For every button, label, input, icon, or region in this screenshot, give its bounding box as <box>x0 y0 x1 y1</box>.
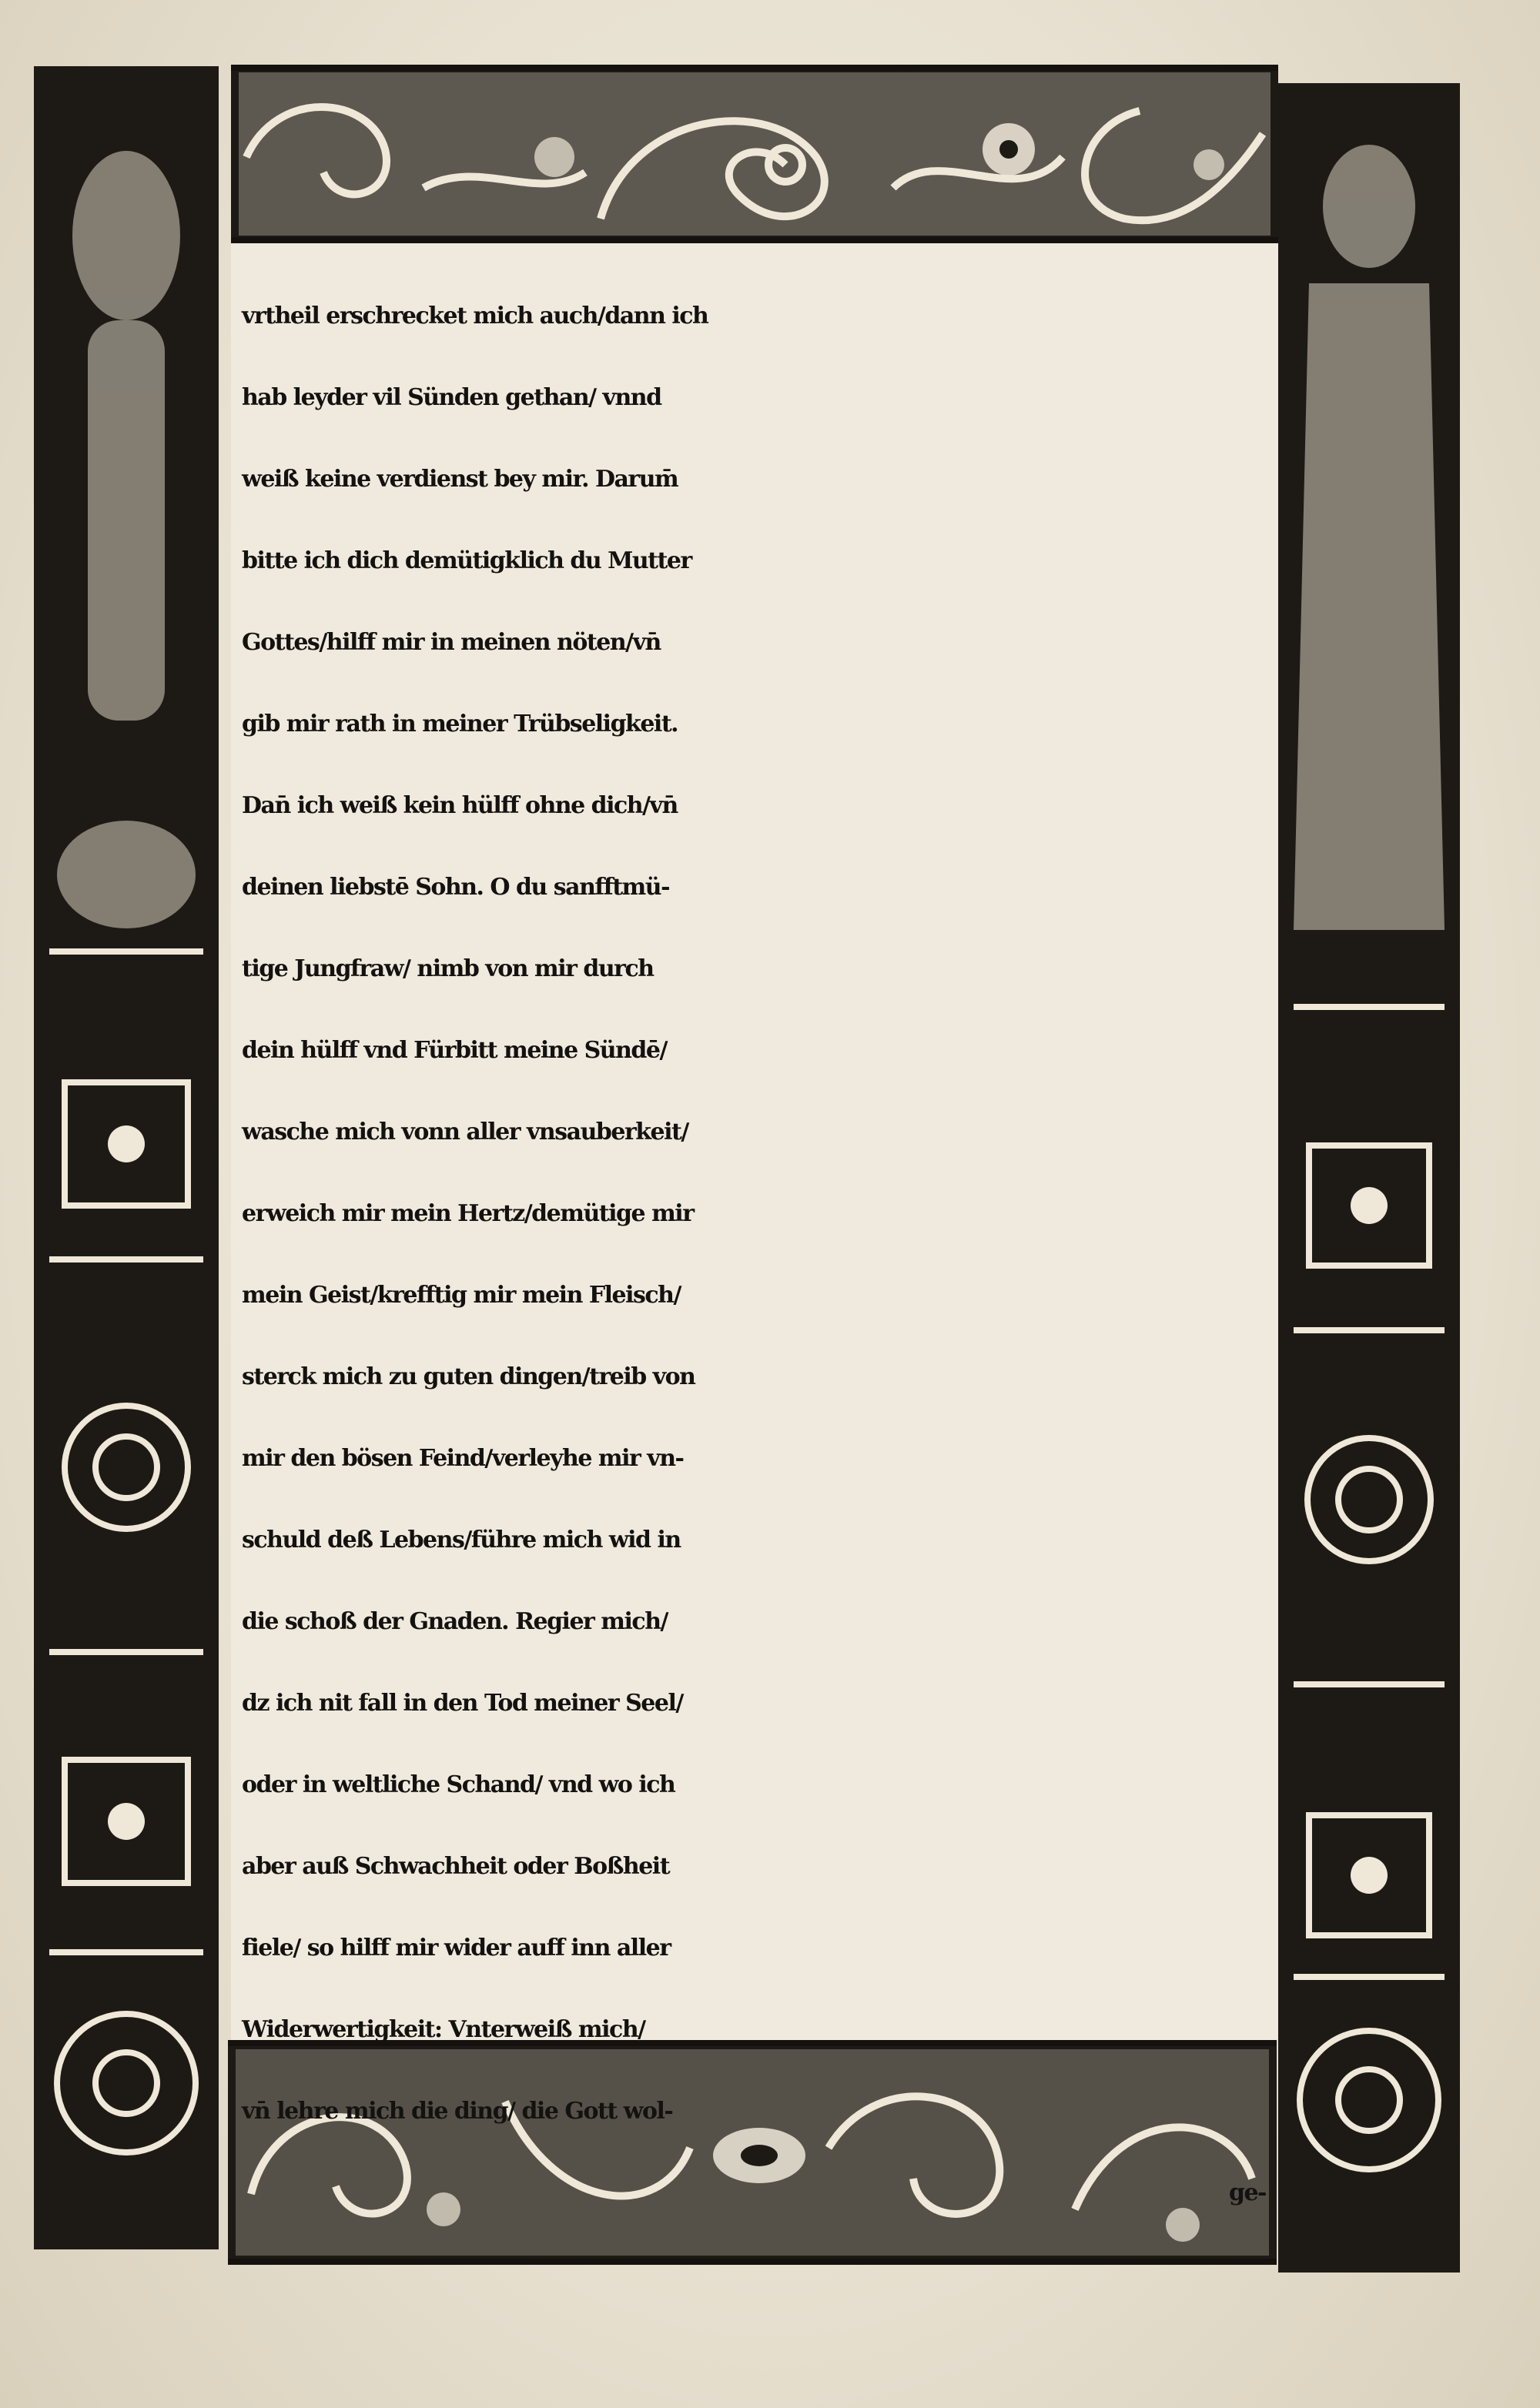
text-line: aber auß Schwachheit oder Boßheit <box>242 1853 670 1880</box>
text-line: Dan̄ ich weiß kein hülff ohne dich/vn̄ <box>242 792 678 819</box>
text-line: dz ich nit fall in den Tod meiner Seel/ <box>242 1690 683 1717</box>
text-line: bitte ich dich demütigklich du Mutter <box>242 547 691 574</box>
text-line: vrtheil erschrecket mich auch/dann ich <box>242 303 708 329</box>
text-line: schuld deß Lebens/führe mich wid in <box>242 1527 681 1553</box>
text-line: die schoß der Gnaden. Regier mich/ <box>242 1608 668 1635</box>
text-line: mir den bösen Feind/verleyhe mir vn- <box>242 1445 684 1472</box>
right-woodcut-border <box>1278 83 1460 2273</box>
text-line: tige Jungfraw/ nimb von mir durch <box>242 955 654 982</box>
text-panel <box>231 243 1278 2206</box>
text-line: fiele/ so hilff mir wider auff inn aller <box>242 1935 671 1962</box>
text-line: erweich mir mein Hertz/demütige mir <box>242 1200 694 1227</box>
text-line: sterck mich zu guten dingen/treib von <box>242 1363 695 1390</box>
catchword: ge- <box>1228 2179 1266 2206</box>
text-line: Gottes/hilff mir in meinen nöten/vn̄ <box>242 629 661 656</box>
text-line: Widerwertigkeit: Vnterweiß mich/ <box>242 2016 645 2043</box>
top-woodcut-border <box>231 65 1278 243</box>
text-line: weiß keine verdienst bey mir. Darum̄ <box>242 466 678 493</box>
text-line: gib mir rath in meiner Trübseligkeit. <box>242 711 678 737</box>
text-line: wasche mich vonn aller vnsauberkeit/ <box>242 1119 688 1145</box>
left-woodcut-border <box>34 66 219 2249</box>
text-line: hab leyder vil Sünden gethan/ vnnd <box>242 384 661 411</box>
text-line: mein Geist/krefftig mir mein Fleisch/ <box>242 1282 681 1309</box>
body-text <box>242 276 1270 2234</box>
text-line: dein hülff vnd Fürbitt meine Sündē/ <box>242 1037 667 1064</box>
text-line: deinen liebstē Sohn. O du sanfftmü- <box>242 874 670 901</box>
text-line: vn̄ lehre mich die ding/ die Gott wol- <box>242 2098 673 2125</box>
text-line: oder in weltliche Schand/ vnd wo ich <box>242 1771 675 1798</box>
